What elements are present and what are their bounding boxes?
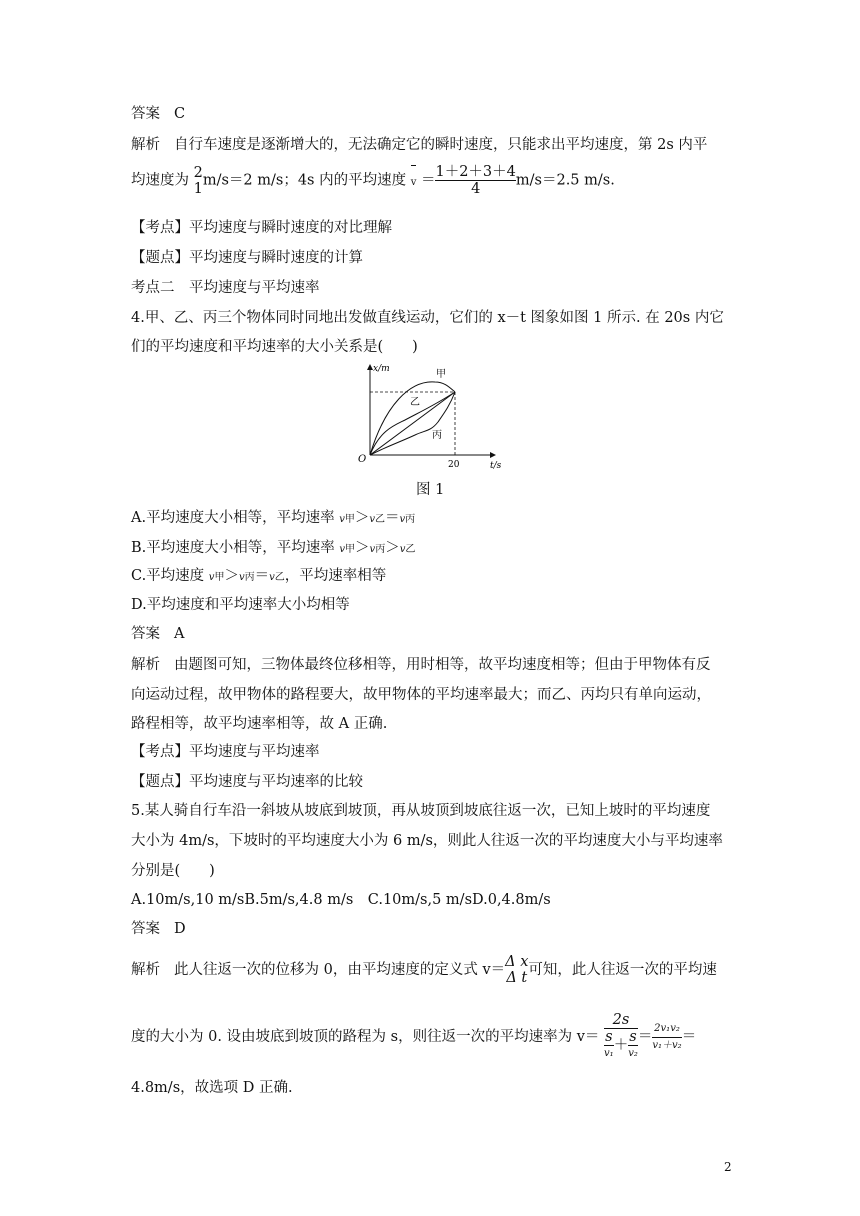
q3-tidian: 【题点】平均速度与瞬时速度的计算 [131, 250, 363, 266]
label-jia: 甲 [436, 369, 446, 380]
v-bar: v [411, 173, 417, 193]
q5-analysis-line3: 4.8m/s，故选项 D 正确. [131, 1080, 293, 1096]
q4-kaodian: 【考点】平均速度与平均速率 [131, 744, 320, 760]
figure-caption: 图 1 [416, 482, 445, 498]
q3-kaodian: 【考点】平均速度与瞬时速度的对比理解 [131, 220, 392, 236]
q5-stem-line1: 5.某人骑自行车沿一斜坡从坡底到坡顶，再从坡顶到坡底往返一次，已知上坡时的平均速度 [131, 803, 711, 819]
q5-answer: 答案 D [131, 921, 186, 937]
q4-tidian: 【题点】平均速度与平均速率的比较 [131, 774, 363, 790]
origin-label: O [358, 454, 367, 465]
q4-stem-line2: 们的平均速度和平均速率的大小关系是( ) [131, 339, 418, 355]
q4-option-c: C.平均速度 v甲＞v丙＝v乙，平均速率相等 [131, 568, 387, 584]
q4-answer: 答案 A [131, 626, 185, 642]
x-axis-label: t/s [490, 461, 502, 471]
fraction-result: $\frac{\text{2v₁v₂}}{\text{v₁＋v₂}}$ [652, 1021, 681, 1054]
q4-analysis-line2: 向运动过程，故甲物体的路程要大，故甲物体的平均速率最大；而乙、丙均只有单向运动， [131, 687, 711, 703]
fraction-average-speed: 2s $\frac{s}{\text{v₁}}$ ＋ $\frac{s}{\text{v₂}}$ [604, 1012, 638, 1062]
label-bing: 丙 [432, 430, 442, 441]
q4-option-d: D.平均速度和平均速率大小均相等 [131, 597, 350, 613]
section-title: 考点二 平均速度与平均速率 [131, 280, 320, 296]
q3-answer: 答案 C [131, 106, 186, 122]
page-number: 2 [724, 1160, 732, 1174]
q5-analysis-line1: 解析 此人往返一次的位移为 0，由平均速度的定义式 v＝ Δ x Δ t 可知，此人往返一次的平均速 [131, 954, 717, 986]
curve-jia [370, 382, 455, 455]
x-tick-20: 20 [448, 460, 460, 470]
fraction-2-over-1: 2 1 [193, 164, 203, 197]
fraction-sum-over-4: $\frac{1+2+3+4}{4}$ [435, 164, 516, 197]
q4-analysis-line1: 解析 由题图可知，三物体最终位移相等，用时相等，故平均速度相等；但由于甲物体有反 [131, 657, 711, 673]
q5-options: A.10m/s,10 m/sB.5m/s,4.8 m/s C.10m/s,5 m/sD.0,4.8m/s [131, 892, 551, 908]
q4-option-a: A.平均速度大小相等，平均速率 v甲＞v乙＝v丙 [131, 510, 416, 526]
xt-graph-figure [340, 360, 520, 480]
fraction-dx-dt: Δ x Δ t [505, 954, 529, 986]
q3-analysis-line1: 解析 自行车速度是逐渐增大的，无法确定它的瞬时速度，只能求出平均速度，第 2s 内平 [131, 137, 708, 153]
q4-analysis-line3: 路程相等，故平均速率相等，故 A 正确. [131, 716, 388, 732]
q5-stem-line3: 分别是( ) [131, 863, 215, 879]
y-axis-label: x/m [373, 364, 390, 374]
q4-stem-line1: 4.甲、乙、丙三个物体同时同地出发做直线运动，它们的 x－t 图象如图 1 所示. 在 20s 内它 [131, 310, 724, 326]
label-yi: 乙 [410, 397, 420, 408]
q3-analysis-line2: 均速度为 2 1 m/s＝2 m/s；4s 内的平均速度 v ＝ $\frac{1+2+3+4}{4}$ m/s＝2.5 m/s. [131, 164, 615, 197]
q4-option-b: B.平均速度大小相等，平均速率 v甲＞v丙＞v乙 [131, 540, 416, 556]
q5-analysis-line2: 度的大小为 0. 设由坡底到坡顶的路程为 s，则往返一次的平均速率为 v＝ 2s $\frac{s}{\text{v₁}}$ ＋ $\frac{s}{\text{v₂}}$ ＝ $\frac{\text{2v₁v₂}}{\text{v₁＋v₂}}$ ＝ [131, 1012, 696, 1062]
q5-stem-line2: 大小为 4m/s，下坡时的平均速度大小为 6 m/s，则此人往返一次的平均速度大小与平均速率 [131, 833, 723, 849]
